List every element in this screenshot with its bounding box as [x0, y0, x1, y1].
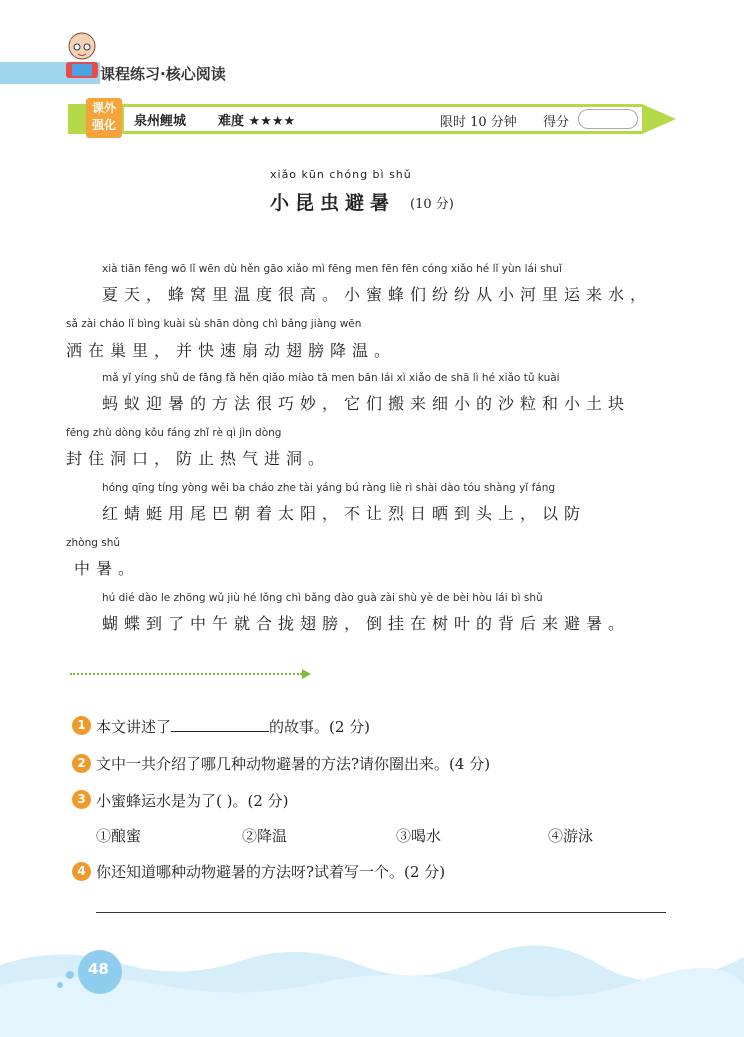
footer-wave [0, 935, 744, 1037]
passage-line: 洒在巢里，并快速扇动翅膀降温。 [66, 341, 397, 360]
pinyin-line: zhòng shǔ [66, 537, 121, 549]
question-number: 1 [72, 716, 91, 735]
question-number: 4 [72, 862, 91, 881]
ribbon-arrow [642, 104, 676, 134]
option-3[interactable]: ③喝水 [396, 827, 442, 845]
pinyin-line: hú dié dào le zhōng wǔ jiù hé lǒng chì bǎng dào guà zài shù yè de bèi hòu lái bì shǔ [102, 592, 543, 604]
page-number: 48 [88, 960, 109, 978]
source-label: 泉州鲤城 [134, 114, 187, 129]
pinyin-line: hóng qīng tíng yòng wěi ba cháo zhe tài yáng bú ràng liè rì shài dào tóu shàng yǐ fáng [102, 482, 556, 494]
article-title: 小昆虫避暑 [270, 192, 396, 214]
difficulty-rating: 难度 ★★★★ [218, 114, 296, 129]
option-2[interactable]: ②降温 [242, 827, 288, 845]
question-1 [96, 716, 370, 737]
question-number: 3 [72, 790, 91, 809]
header-title: 课程练习·核心阅读 [100, 65, 226, 83]
passage-line: 中暑。 [74, 559, 141, 578]
time-limit: 限时 10 分钟 [440, 115, 517, 130]
score-label: 得分 [543, 115, 570, 130]
answer-blank[interactable] [171, 717, 269, 732]
divider-arrow-icon [302, 669, 311, 679]
pinyin-line: fēng zhù dòng kǒu fáng zhǐ rè qì jìn dòng [66, 427, 282, 439]
passage-line: 蚂蚁迎暑的方法很巧妙，它们搬来细小的沙粒和小土块 [102, 394, 631, 413]
option-1[interactable]: ①酿蜜 [96, 827, 142, 845]
extra-practice-tag [86, 98, 122, 138]
passage-line: 蝴蝶到了中午就合拢翅膀，倒挂在树叶的背后来避暑。 [102, 614, 631, 633]
pinyin-line: xià tiān fēng wō lǐ wēn dù hěn gāo xiǎo mì fēng men fēn fēn cóng xiǎo hé lǐ yùn lái shuǐ [102, 263, 562, 275]
title-pinyin: xiǎo kūn chóng bì shǔ [270, 168, 412, 181]
question-1-after: 的故事。(2 分) [269, 718, 371, 736]
question-3[interactable]: 小蜜蜂运水是为了( )。(2 分) [96, 792, 289, 810]
answer-line[interactable] [96, 912, 666, 913]
tag-line-1: 课外 [91, 101, 116, 115]
passage-line: 红蜻蜓用尾巴朝着太阳，不让烈日晒到头上，以防 [102, 504, 587, 523]
score-box[interactable] [578, 109, 638, 129]
question-4: 你还知道哪种动物避暑的方法呀?试着写一个。(2 分) [96, 863, 446, 881]
mascot-icon [60, 28, 104, 80]
tag-line-2: 强化 [91, 118, 116, 132]
question-1-before: 本文讲述了 [96, 718, 172, 736]
title-score: (10 分) [410, 197, 454, 212]
pinyin-line: mǎ yǐ yíng shǔ de fāng fǎ hěn qiǎo miào tā men bān lái xì xiǎo de shā lì hé xiǎo tǔ kuài [102, 372, 560, 384]
passage-line: 夏天，蜂窝里温度很高。小蜜蜂们纷纷从小河里运来水， [102, 285, 653, 304]
passage-line: 封住洞口，防止热气进洞。 [66, 449, 331, 468]
pinyin-line: sǎ zài cháo lǐ bìng kuài sù shān dòng chì bǎng jiàng wēn [66, 318, 362, 330]
question-number: 2 [72, 754, 91, 773]
dotted-divider [70, 673, 302, 675]
option-4[interactable]: ④游泳 [548, 827, 594, 845]
question-2: 文中一共介绍了哪几种动物避暑的方法?请你圈出来。(4 分) [96, 755, 491, 773]
